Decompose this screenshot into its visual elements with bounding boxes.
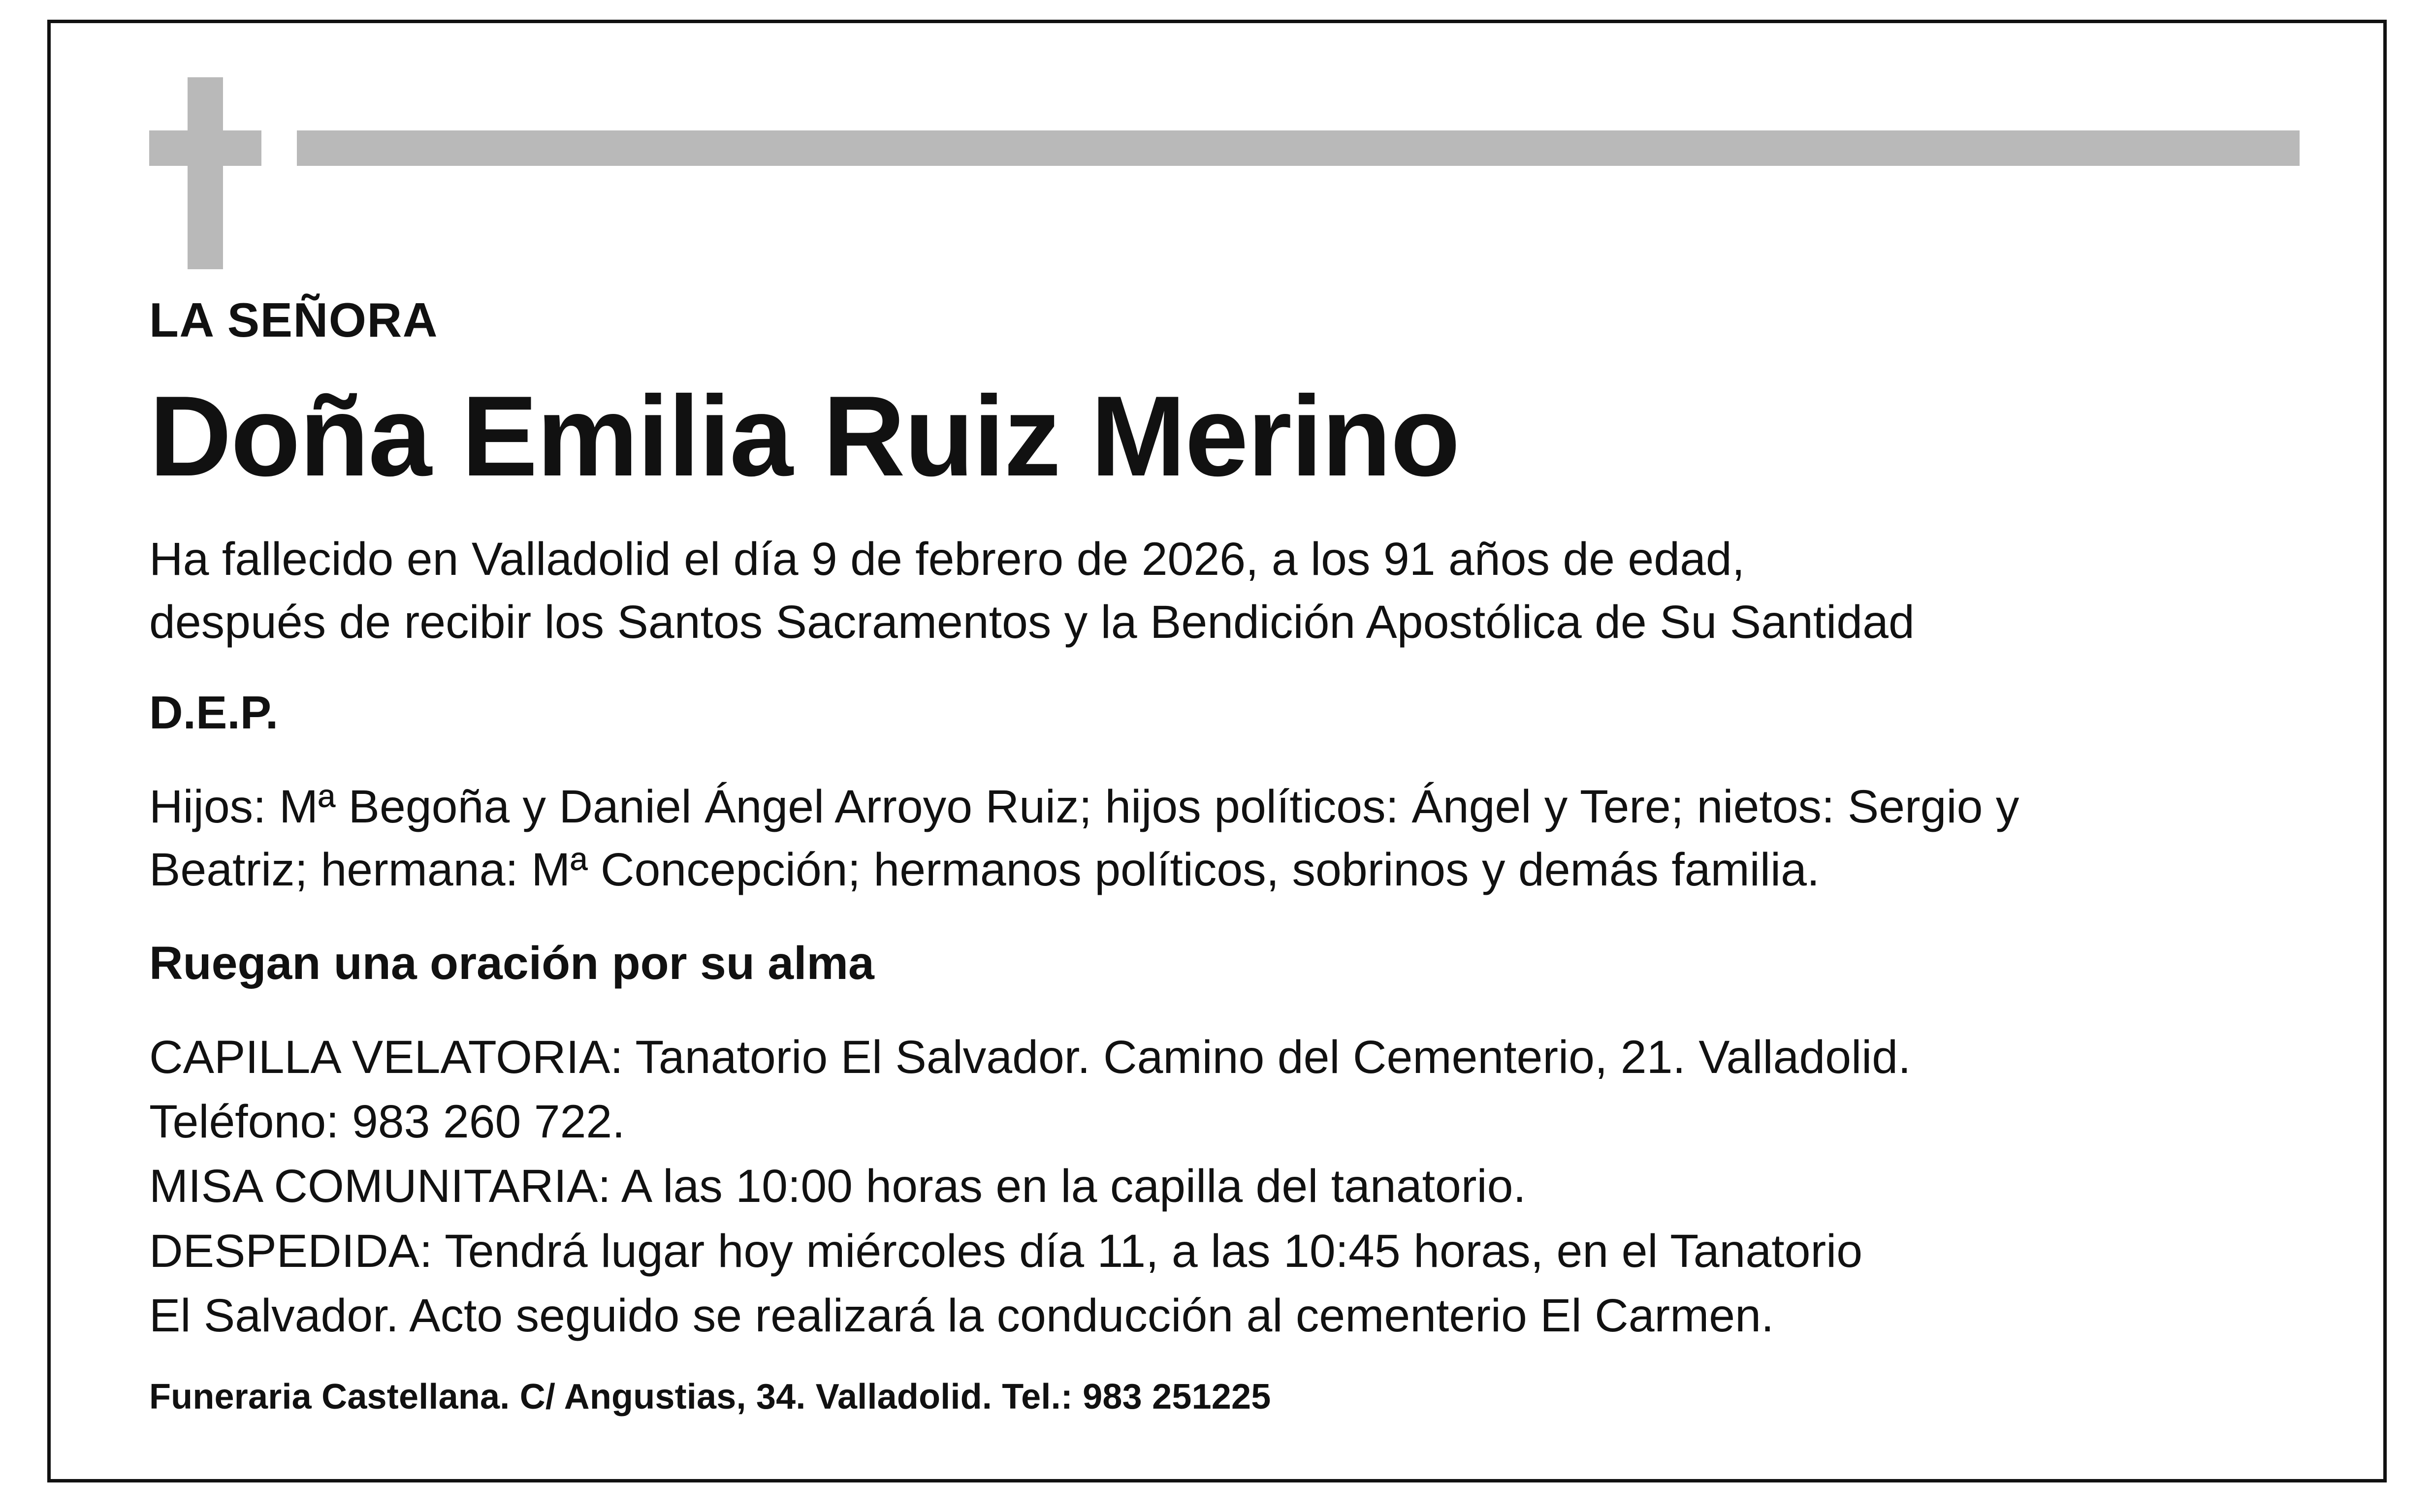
- service-details-line: DESPEDIDA: Tendrá lugar hoy miércoles día 11, a las 10:45 horas, en el Tanatorio: [149, 1225, 1863, 1277]
- funeral-home-info: Funeraria Castellana. C/ Angustias, 34. Valladolid. Tel.: 983 251225: [149, 1377, 1271, 1417]
- prayer-request: Ruegan una oración por su alma: [149, 937, 874, 990]
- death-announcement-line-2: después de recibir los Santos Sacramentos y la Bendición Apostólica de Su Santidad: [149, 596, 1915, 649]
- service-details-line: Teléfono: 983 260 722.: [149, 1096, 625, 1148]
- death-announcement: [149, 528, 2300, 654]
- deceased-name: Doña Emilia Ruiz Merino: [149, 372, 1459, 500]
- obituary-notice: [47, 20, 2387, 1482]
- family-list: [149, 775, 2300, 902]
- notice-header: [149, 77, 2300, 269]
- service-details-line: CAPILLA VELATORIA: Tanatorio El Salvador. Camino del Cementerio, 21. Valladolid.: [149, 1031, 1911, 1084]
- notice-content: [51, 23, 2383, 1479]
- dep-label: D.E.P.: [149, 687, 279, 739]
- honorific-label: LA SEÑORA: [149, 293, 439, 347]
- cross-vertical-bar: [188, 77, 223, 269]
- service-details-line: El Salvador. Acto seguido se realizará la conducción al cementerio El Carmen.: [149, 1289, 1774, 1342]
- family-list-line-2: Beatriz; hermana: Mª Concepción; hermanos políticos, sobrinos y demás familia.: [149, 843, 1820, 896]
- header-rule: [297, 130, 2300, 166]
- cross-icon: [149, 77, 257, 269]
- service-details-line: MISA COMUNITARIA: A las 10:00 horas en la capilla del tanatorio.: [149, 1160, 1526, 1213]
- service-details: [149, 1025, 2300, 1348]
- cross-horizontal-bar: [149, 130, 261, 166]
- death-announcement-line-1: Ha fallecido en Valladolid el día 9 de febrero de 2026, a los 91 años de edad,: [149, 533, 1745, 585]
- family-list-line-1: Hijos: Mª Begoña y Daniel Ángel Arroyo Ruiz; hijos políticos: Ángel y Tere; nietos: Sergio y: [149, 780, 2019, 833]
